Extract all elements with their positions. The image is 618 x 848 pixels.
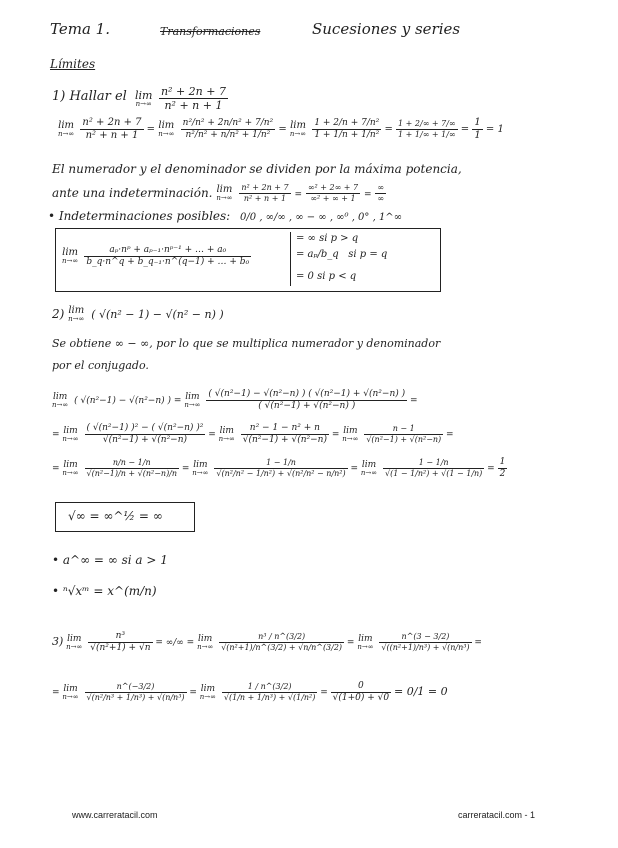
p1-text-1: El numerador y el denominador se dividen por la máxima potencia, — [52, 162, 462, 176]
p2-line-2: = lim n→∞ $\frac{\text{( √(n²−1) )² − ( √(n²−n) )²}}{\text{√(n²−1) + √(n²−n)}}$ = lim n→∞ $\frac{\text{n² − 1 − n² + n}}{\text{√(n²−1) + √(n²−n)}}$ = lim n→∞ $\frac{n - 1}{\text{√(n²−1) + √(n²−n)}}$ = — [52, 423, 454, 445]
footer-right: carreratacil.com - 1 — [458, 810, 536, 820]
footer-left[interactable]: www.carreratacil.com — [72, 810, 158, 820]
p1-label: 1) Hallar el — [52, 89, 127, 104]
p2-line-1: lim n→∞ ( √(n²−1) − √(n²−n) ) = lim n→∞ $\frac{\text{( √(n²−1) − √(n²−n) ) ( √(n²−1) + √(n²−n) )}}{\text{( √(n²−1) + √(n²−n) )}}$ = — [52, 389, 418, 411]
rule-case-3: = 0 si p < q — [296, 271, 357, 282]
p3-line-2: = lim n→∞ $\frac{n\^{}(-3/2)}{\text{√(n²/n³ + 1/n³) + √(n/n³)}}$ = lim n→∞ $\frac{1 / n\^{}(3/2)}{\text{√(1/n + 1/n³) + √(1/n²)}}$ = $\frac{0}{√(1+0) + √0}$ = 0/1 = 0 — [52, 681, 448, 703]
p3-line-1: 3) lim n→∞ $\frac{\text{n³}}{\text{√(n²+1) + √n}}$ = ∞/∞ = lim n→∞ $\frac{\text{n³ / n\textasciicircum{}(3/2)}}{\text{√(n²+1)/n\textasciicircum{}(3/2) + √n/n\textasciicircum{}(3/2)}}$ = lim n→∞ $\frac{n\^{}(3 - 3/2)}{\text{√((n²+1)/n³) + √(n/n³)}}$ = — [52, 631, 482, 653]
p1-text-2: ante una indeterminación. lim n→∞ $\frac{\text{n² + 2n + 7}}{\text{n² + n + 1}}$ = $\frac{\text{∞² + 2∞ + 7}}{\text{∞² + ∞ + 1}}$ = ∞ ∞ — [52, 183, 385, 203]
p2-line-3: = lim n→∞ $\frac{n/n - 1/n}{\text{√(n²−1)/n + √(n²−n)/n}}$ = lim n→∞ $\frac{1 - 1/n}{\text{√(n²/n² − 1/n²) + √(n²/n² − n/n²)}}$ = lim n→∞ $\frac{1 - 1/n}{\text{√(1 − 1/n²) + √(1 − 1/n)}}$ = $\frac{1}{2}$ — [52, 457, 506, 479]
section-title: Límites — [50, 57, 96, 71]
rule-exponent: • a^∞ = ∞ si a > 1 — [52, 553, 168, 567]
rule-brace — [290, 232, 291, 286]
p1-indeterminations: • Indeterminaciones posibles: 0/0 , ∞/∞ , ∞ − ∞ , ∞⁰ , 0° , 1^∞ — [48, 209, 403, 223]
p2-text-1: Se obtiene ∞ − ∞, por lo que se multiplica numerador y denominador — [52, 337, 441, 350]
header-tema: Tema 1. — [50, 20, 110, 38]
header-title: Sucesiones y series — [312, 20, 461, 38]
rule-box-limit: lim n→∞ $\frac{\text{aₚ·nᵖ + aₚ₋₁·nᵖ⁻¹ + … + a₀}}{\text{b\_q·n\textasciicircum{}q + b\_q₋₁·n\textasciicircum{}(q−1) + … + b₀}}$ — [62, 245, 250, 267]
boxed-sqrt-infinity-text: √∞ = ∞^½ = ∞ — [68, 509, 163, 523]
rule-case-2: = aₚ/b_q si p = q — [296, 249, 388, 260]
p2-text-2: por el conjugado. — [52, 359, 149, 372]
header-crossed-out: Transformaciones — [160, 25, 261, 38]
rule-case-1: = ∞ si p > q — [296, 233, 359, 244]
rule-root: • ⁿ√xᵐ = x^(m/n) — [52, 584, 157, 598]
p2-statement: 2) lim n→∞ ( √(n² − 1) − √(n² − n) ) — [52, 305, 224, 323]
p1-equation: lim n→∞ $\frac{\text{n² + 2n + 7}}{\text{n² + n + 1}}$ = lim n→∞ $\frac{\text{n²/n² + 2n/n² + 7/n²}}{\text{n²/n² + n/n² + 1/n²}}$ = lim n→∞ $\frac{\text{1 + 2/n + 7/n²}}{\text{1 + 1/n + 1/n²}}$ = $\frac{1 + 2/\infty + 7/\infty}{1 + 1/\infty + 1/\infty}$ = $\frac{1}{1}$ = 1 — [58, 117, 504, 141]
p1-statement: lim n→∞ $\frac{\text{n² + 2n + 7}}{\text{n² + n + 1}}$ — [135, 85, 226, 112]
